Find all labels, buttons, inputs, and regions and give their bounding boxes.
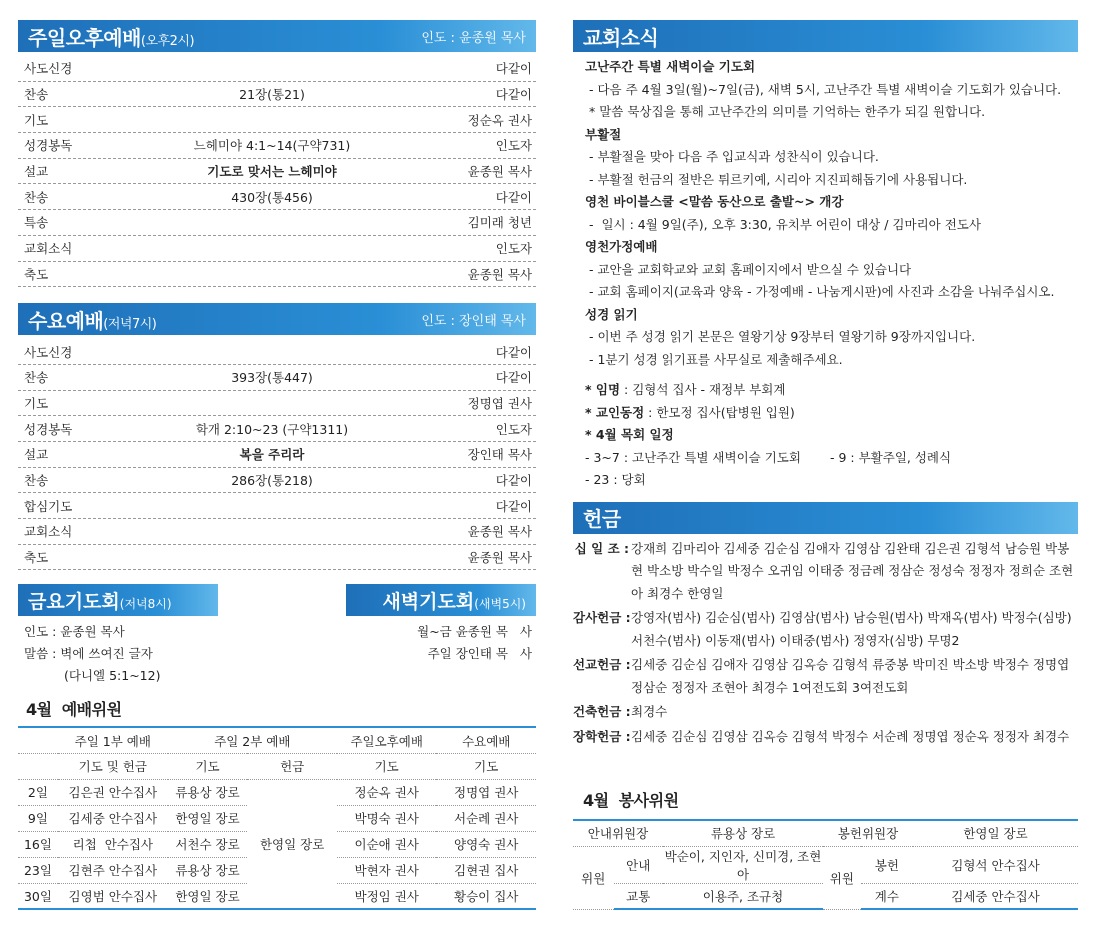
schedule-item: - 23 : 당회 bbox=[585, 472, 646, 487]
order-person: 윤종원 목사 bbox=[467, 524, 532, 540]
news-line: - 1분기 성경 읽기표를 사무실로 제출해주세요. bbox=[589, 351, 843, 367]
news-line: - 이번 주 성경 읽기 본문은 열왕기상 9장부터 열왕기하 9장까지입니다. bbox=[589, 329, 976, 344]
order-person: 윤종원 목사 bbox=[467, 266, 532, 282]
order-row bbox=[18, 468, 536, 494]
news-extra-key: * 교인동정 bbox=[585, 404, 645, 420]
order-person: 다같이 bbox=[495, 498, 532, 514]
order-person: 다같이 bbox=[495, 189, 532, 205]
order-person: 김미래 청년 bbox=[467, 215, 532, 231]
schedule-line bbox=[585, 447, 1078, 470]
sunday-pm-leader: 인도 : 윤종원 목사 bbox=[421, 30, 526, 46]
order-row bbox=[18, 56, 536, 82]
order-row bbox=[18, 493, 536, 519]
duty-p2: 한영일 장로 bbox=[168, 805, 248, 831]
order-person: 인도자 bbox=[495, 138, 532, 154]
offering-row bbox=[573, 701, 1078, 724]
service-label: 위원 bbox=[823, 846, 861, 909]
news-extra-key: * 4월 목회 일정 bbox=[585, 427, 674, 442]
service-role: 안내 bbox=[614, 846, 664, 883]
order-row bbox=[18, 107, 536, 133]
service-head: 한영일 장로 bbox=[913, 820, 1078, 846]
order-item: 찬송 bbox=[24, 189, 49, 205]
service-label: 위원 bbox=[573, 846, 614, 909]
duty-head: 주일 2부 예배 bbox=[168, 727, 337, 753]
service-head: 봉헌위원장 bbox=[823, 820, 913, 846]
duty-row bbox=[18, 779, 536, 805]
wednesday-header bbox=[18, 303, 536, 335]
order-item: 축도 bbox=[24, 550, 49, 566]
duty-pm: 정순옥 권사 bbox=[337, 779, 437, 805]
news-extra bbox=[585, 379, 1078, 402]
news-extra-value: : 한모정 집사(탑병원 입원) bbox=[644, 404, 795, 420]
duty-pm: 박정임 권사 bbox=[337, 883, 437, 909]
news-heading: 부활절 bbox=[585, 126, 622, 142]
wednesday-order bbox=[18, 339, 536, 570]
duty-subhead: 기도 bbox=[436, 753, 536, 779]
service-role: 계수 bbox=[861, 883, 913, 909]
duty-p1: 김은권 안수집사 bbox=[58, 779, 168, 805]
duty-p2: 한영일 장로 bbox=[168, 883, 248, 909]
duty-wed: 김현권 집사 bbox=[436, 857, 536, 883]
duty-p2: 류용상 장로 bbox=[168, 779, 248, 805]
news-line: - 교회 홈페이지(교육과 양육 - 가정예배 - 나눔게시판)에 사진과 소감을 나눠주십시오. bbox=[589, 284, 1055, 299]
friday-header bbox=[18, 584, 218, 616]
news-extra-value: : 김형석 집사 - 재정부 부회계 bbox=[620, 382, 786, 397]
order-row bbox=[18, 339, 536, 365]
news-line: - 다음 주 4월 3일(월)~7일(금), 새벽 5시, 고난주간 특별 새벽이슬 기도회가 있습니다. bbox=[589, 81, 1062, 97]
duty-pm: 박현자 권사 bbox=[337, 857, 437, 883]
dawn-title: 새벽기도회 bbox=[382, 590, 475, 613]
offering-type: 장학헌금 : bbox=[573, 728, 631, 744]
duty-date: 2일 bbox=[18, 779, 58, 805]
order-item: 합심기도 bbox=[24, 498, 73, 514]
order-person: 다같이 bbox=[495, 472, 532, 488]
sunday-pm-header bbox=[18, 20, 536, 52]
offering-row bbox=[573, 726, 1078, 749]
order-content: 느헤미야 4:1~14(구약731) bbox=[193, 138, 351, 154]
service-title: 4월 봉사위원 bbox=[583, 791, 679, 810]
news-extra bbox=[585, 402, 1078, 425]
offering-row bbox=[573, 654, 1078, 699]
service-head: 류용상 장로 bbox=[663, 820, 823, 846]
duty-p2: 서천수 장로 bbox=[168, 831, 248, 857]
service-members: 김형석 안수집사 bbox=[913, 846, 1078, 883]
order-row bbox=[18, 519, 536, 545]
offering-names: 강영자(범사) 김순심(범사) 김영삼(범사) 남승원(범사) 박재옥(범사) 박정수(심방) 서천수(범사) 이동재(범사) 이태중(범사) 정영자(심방) 무명2 bbox=[631, 610, 1072, 648]
order-person: 윤종원 목사 bbox=[467, 550, 532, 566]
service-role: 봉헌 bbox=[861, 846, 913, 883]
order-row bbox=[18, 210, 536, 236]
order-content: 286장(통218) bbox=[231, 472, 313, 488]
news-body bbox=[573, 52, 1078, 492]
order-item: 성경봉독 bbox=[24, 421, 73, 437]
news-line: - 교안을 교회학교와 교회 홈페이지에서 받으실 수 있습니다 bbox=[589, 261, 912, 277]
order-person: 인도자 bbox=[495, 421, 532, 437]
order-item: 찬송 bbox=[24, 370, 49, 386]
service-role: 교통 bbox=[614, 883, 664, 909]
service-members: 이용주, 조규청 bbox=[663, 883, 823, 909]
offering-names: 강재희 김마리아 김세중 김순심 김애자 김영삼 김완태 김은권 김형석 남승원 박봉현 박소방 박수일 박정수 오귀임 이태중 정금례 정삼순 정성숙 정정자 정희순 조현아 최경수 한영일 bbox=[631, 540, 1074, 601]
order-person: 다같이 bbox=[495, 87, 532, 103]
order-row bbox=[18, 416, 536, 442]
schedule-item: - 3~7 : 고난주간 특별 새벽이슬 기도회 bbox=[585, 449, 801, 465]
duty-table bbox=[18, 726, 536, 910]
order-person: 다같이 bbox=[495, 370, 532, 386]
service-members: 박순이, 지인자, 신미경, 조현아 bbox=[663, 846, 823, 883]
dawn-time: (새벽5시) bbox=[474, 596, 526, 611]
news-heading: 영천 바이블스쿨 <말씀 동산으로 출발~> 개강 bbox=[585, 194, 844, 209]
news-line: - 일시 : 4월 9일(주), 오후 3:30, 유치부 어린이 대상 / 김마리아 전도사 bbox=[589, 216, 981, 232]
duty-wed: 양영숙 권사 bbox=[436, 831, 536, 857]
offering-title: 헌금 bbox=[583, 507, 621, 531]
order-row bbox=[18, 365, 536, 391]
sunday-pm-time: (오후2시) bbox=[140, 33, 195, 49]
order-content: 기도로 맞서는 느헤미야 bbox=[207, 164, 337, 180]
friday-leader: 인도 : 윤종원 목사 bbox=[24, 624, 125, 640]
duty-title: 4월 예배위원 bbox=[26, 700, 122, 720]
duty-subhead: 기도 bbox=[337, 753, 437, 779]
dawn-header bbox=[346, 584, 536, 616]
order-item: 찬송 bbox=[24, 87, 49, 103]
news-line: - 부활절 헌금의 절반은 튀르키예, 시리아 지진피해돕기에 사용됩니다. bbox=[589, 171, 968, 187]
duty-head: 주일 1부 예배 bbox=[58, 727, 168, 753]
news-title: 교회소식 bbox=[583, 25, 659, 50]
order-content: 393장(통447) bbox=[231, 370, 313, 386]
order-row bbox=[18, 442, 536, 468]
duty-subhead: 헌금 bbox=[247, 753, 337, 779]
order-item: 교회소식 bbox=[24, 241, 73, 257]
offering-type: 감사헌금 : bbox=[573, 610, 631, 625]
offering-type: 건축헌금 : bbox=[573, 704, 631, 719]
news-heading: 성경 읽기 bbox=[585, 306, 638, 322]
news-line: * 말씀 묵상집을 통해 고난주간의 의미를 기억하는 한주가 되길 원합니다. bbox=[589, 104, 986, 119]
order-person: 윤종원 목사 bbox=[467, 164, 532, 180]
news-line: - 부활절을 맞아 다음 주 입교식과 성찬식이 있습니다. bbox=[589, 149, 879, 164]
order-row bbox=[18, 262, 536, 288]
order-row bbox=[18, 391, 536, 417]
offering-names: 최경수 bbox=[631, 704, 668, 719]
offering-body bbox=[573, 534, 1078, 749]
duty-date: 30일 bbox=[18, 883, 58, 909]
offering-names: 김세중 김순심 김애자 김영삼 김옥승 김형석 류중봉 박미진 박소방 박정수 정명엽 정삼순 정정자 조현아 최경수 1여전도회 3여전도회 bbox=[631, 657, 1070, 695]
duty-pm: 이순애 권사 bbox=[337, 831, 437, 857]
duty-p1: 김현주 안수집사 bbox=[58, 857, 168, 883]
service-table bbox=[573, 819, 1078, 910]
order-content: 21장(통21) bbox=[239, 87, 305, 103]
duty-date: 23일 bbox=[18, 857, 58, 883]
order-item: 사도신경 bbox=[24, 61, 73, 77]
duty-subhead: 기도 및 헌금 bbox=[58, 753, 168, 779]
order-item: 설교 bbox=[24, 164, 49, 180]
duty-pm: 박명숙 권사 bbox=[337, 805, 437, 831]
order-row bbox=[18, 236, 536, 262]
duty-date: 16일 bbox=[18, 831, 58, 857]
duty-head: 수요예배 bbox=[436, 727, 536, 753]
order-content: 학개 2:10~23 (구약1311) bbox=[195, 421, 349, 437]
friday-scripture: (다니엘 5:1~12) bbox=[64, 668, 161, 684]
friday-sermon: 말씀 : 벽에 쓰여진 글자 bbox=[24, 646, 153, 662]
duty-date: 9일 bbox=[18, 805, 58, 831]
order-item: 설교 bbox=[24, 447, 49, 463]
news-extra bbox=[585, 424, 1078, 447]
sunday-pm-order bbox=[18, 56, 536, 287]
wednesday-title: 수요예배 bbox=[28, 308, 104, 333]
service-row bbox=[573, 846, 1078, 883]
duty-offering: 한영일 장로 bbox=[247, 779, 337, 909]
duty-p1: 김영범 안수집사 bbox=[58, 883, 168, 909]
wednesday-time: (저녁7시) bbox=[103, 316, 157, 332]
dawn-sunday: 주일 장인태 목 사 bbox=[427, 646, 532, 662]
duty-p1: 김세중 안수집사 bbox=[58, 805, 168, 831]
service-head: 안내위원장 bbox=[573, 820, 663, 846]
duty-head-row bbox=[18, 727, 536, 753]
offering-header bbox=[573, 502, 1078, 534]
order-row bbox=[18, 159, 536, 185]
dawn-weekday: 월~금 윤종원 목 사 bbox=[417, 624, 532, 640]
offering-type: 선교헌금 : bbox=[573, 657, 631, 672]
order-row bbox=[18, 133, 536, 159]
order-person: 인도자 bbox=[495, 241, 532, 257]
order-item: 찬송 bbox=[24, 472, 49, 488]
friday-time: (저녁8시) bbox=[119, 596, 172, 611]
order-item: 기도 bbox=[24, 112, 49, 128]
order-person: 다같이 bbox=[495, 61, 532, 77]
offering-type: 십 일 조 : bbox=[574, 540, 629, 556]
news-heading: 영천가정예배 bbox=[585, 239, 658, 254]
news-heading: 고난주간 특별 새벽이슬 기도회 bbox=[585, 59, 756, 74]
duty-subhead: 기도 bbox=[168, 753, 248, 779]
offering-row bbox=[573, 538, 1078, 606]
wednesday-leader: 인도 : 장인태 목사 bbox=[421, 313, 526, 329]
order-row bbox=[18, 82, 536, 108]
service-members: 김세중 안수집사 bbox=[913, 883, 1078, 909]
duty-p2: 류용상 장로 bbox=[168, 857, 248, 883]
order-item: 기도 bbox=[24, 395, 49, 411]
order-row bbox=[18, 545, 536, 571]
order-item: 성경봉독 bbox=[24, 138, 73, 154]
news-header bbox=[573, 20, 1078, 52]
order-person: 정명엽 권사 bbox=[467, 395, 532, 411]
order-person: 다같이 bbox=[495, 344, 532, 360]
order-item: 교회소식 bbox=[24, 524, 73, 540]
friday-title: 금요기도회 bbox=[28, 590, 120, 613]
order-row bbox=[18, 184, 536, 210]
news-extra-key: * 임명 bbox=[585, 382, 621, 397]
service-head-row bbox=[573, 820, 1078, 846]
duty-wed: 서순례 권사 bbox=[436, 805, 536, 831]
duty-head: 주일오후예배 bbox=[337, 727, 437, 753]
order-content: 430장(통456) bbox=[231, 189, 313, 205]
duty-wed: 정명엽 권사 bbox=[436, 779, 536, 805]
order-item: 특송 bbox=[24, 215, 49, 231]
duty-subhead-row bbox=[18, 753, 536, 779]
order-person: 정순옥 권사 bbox=[467, 112, 532, 128]
order-content: 복을 주리라 bbox=[239, 447, 305, 463]
order-person: 장인태 목사 bbox=[467, 447, 532, 463]
offering-names: 김세중 김순심 김영삼 김옥승 김형석 박정수 서순례 정명엽 정순옥 정정자 최경수 bbox=[631, 728, 1070, 744]
schedule-item: - 9 : 부활주일, 성례식 bbox=[830, 449, 952, 465]
duty-wed: 황승이 집사 bbox=[436, 883, 536, 909]
order-item: 축도 bbox=[24, 266, 49, 282]
order-item: 사도신경 bbox=[24, 344, 73, 360]
sunday-pm-title: 주일오후예배 bbox=[28, 25, 141, 50]
duty-p1: 리첩 안수집사 bbox=[58, 831, 168, 857]
offering-row bbox=[573, 607, 1078, 652]
